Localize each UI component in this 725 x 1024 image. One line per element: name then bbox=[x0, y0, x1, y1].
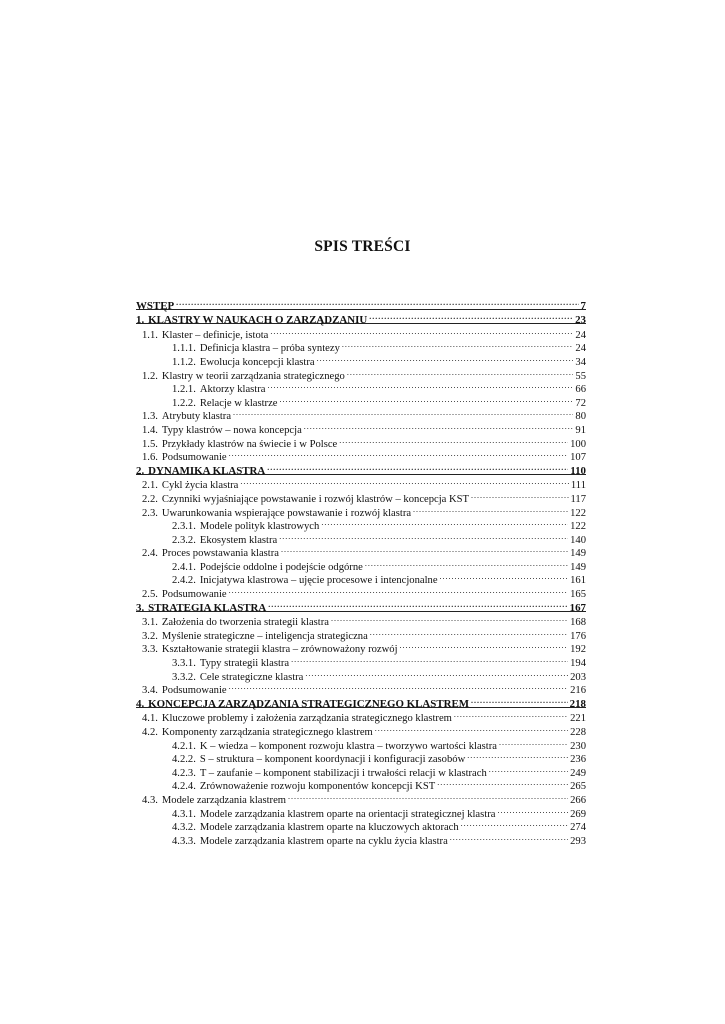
toc-entry-label: Założenia do tworzenia strategii klastra bbox=[161, 617, 329, 629]
dot-leader bbox=[305, 666, 568, 680]
toc-entry-label: Definicja klastra – próba syntezy bbox=[199, 343, 340, 355]
toc-entry-page: 122 bbox=[570, 507, 586, 519]
toc-entry-label: Podsumowanie bbox=[161, 685, 227, 697]
dot-leader bbox=[280, 392, 574, 406]
toc-entry-page: 192 bbox=[570, 644, 586, 656]
toc-entry-label: Inicjatywa klastrowa – ujęcie procesowe i intencjonalne bbox=[199, 575, 438, 587]
toc-entry-page: 107 bbox=[570, 452, 586, 464]
dot-leader bbox=[467, 749, 568, 763]
toc-entry-label: Modele zarządzania klastrem oparte na cyklu życia klastra bbox=[199, 835, 448, 847]
toc-entry-page: 203 bbox=[570, 671, 586, 683]
toc-entry-page: 266 bbox=[570, 794, 586, 806]
toc-entry-page: 274 bbox=[570, 822, 586, 834]
dot-leader bbox=[279, 529, 568, 543]
toc-entry-label: Modele zarządzania klastrem bbox=[161, 794, 287, 806]
toc-entry-number: 2.2. bbox=[142, 493, 158, 505]
toc-entry-label: DYNAMIKA KLASTRA bbox=[148, 464, 266, 477]
toc-entry-label: Podsumowanie bbox=[161, 452, 227, 464]
toc-entry-label: Myślenie strategiczne – inteligencja strategiczna bbox=[161, 630, 368, 642]
toc-entry-page: 265 bbox=[570, 781, 586, 793]
dot-leader bbox=[342, 338, 574, 352]
toc-entry-page: 140 bbox=[570, 534, 586, 546]
toc-entry-page: 167 bbox=[569, 601, 586, 614]
dot-leader bbox=[497, 803, 568, 817]
toc-entry-label: Podsumowanie bbox=[161, 589, 227, 601]
toc-entry-page: 218 bbox=[569, 697, 586, 710]
dot-leader bbox=[471, 488, 568, 502]
toc-entry-page: 7 bbox=[580, 299, 586, 312]
toc-entry-page: 176 bbox=[570, 630, 586, 642]
toc-entry-number: 2.4. bbox=[142, 548, 158, 560]
toc-entry-number: 4.3. bbox=[142, 794, 158, 806]
dot-leader bbox=[437, 776, 568, 790]
toc-entry-page: 111 bbox=[570, 480, 586, 492]
toc-entry-page: 34 bbox=[575, 356, 586, 368]
dot-leader bbox=[240, 475, 569, 489]
dot-leader bbox=[365, 556, 568, 570]
toc-entry-number: 3.1. bbox=[142, 617, 158, 629]
toc-entry-page: 122 bbox=[570, 521, 586, 533]
toc-entry-page: 236 bbox=[570, 754, 586, 766]
toc-entry-page: 230 bbox=[570, 740, 586, 752]
toc-entry-label: Kształtowanie strategii klastra – zrównoważony rozwój bbox=[161, 644, 398, 656]
dot-leader bbox=[369, 310, 573, 324]
dot-leader bbox=[267, 379, 573, 393]
dot-leader bbox=[229, 680, 568, 694]
toc-entry-number: 2.3.2. bbox=[172, 534, 196, 546]
toc-entry-number: 2.1. bbox=[142, 480, 158, 492]
dot-leader bbox=[339, 433, 568, 447]
toc-entry-number: 1. bbox=[136, 314, 145, 327]
toc-entry-page: 55 bbox=[575, 370, 586, 382]
dot-leader bbox=[229, 583, 568, 597]
toc-entry-number: 1.4. bbox=[142, 424, 158, 436]
toc-entry-number: 2. bbox=[136, 464, 145, 477]
dot-leader bbox=[281, 543, 568, 557]
dot-leader bbox=[317, 351, 574, 365]
toc-entry-page: 100 bbox=[570, 438, 586, 450]
dot-leader bbox=[499, 735, 568, 749]
toc-entry-number: 3. bbox=[136, 601, 145, 614]
toc-entry-number: 4.2.1. bbox=[172, 740, 196, 752]
toc-entry-page: 293 bbox=[570, 835, 586, 847]
dot-leader bbox=[450, 830, 568, 844]
toc-entry-number: 2.3.1. bbox=[172, 521, 196, 533]
toc-entry-label: STRATEGIA KLASTRA bbox=[148, 601, 267, 614]
toc-entry-number: 4.2.3. bbox=[172, 767, 196, 779]
dot-leader bbox=[461, 817, 568, 831]
toc-entry-number: 3.2. bbox=[142, 630, 158, 642]
dot-leader bbox=[471, 693, 568, 707]
toc-entry-label: Podejście oddolne i podejście odgórne bbox=[199, 561, 363, 573]
toc-entry-label: Cykl życia klastra bbox=[161, 480, 239, 492]
toc-entry-page: 24 bbox=[575, 329, 586, 341]
toc-entry-page: 149 bbox=[570, 561, 586, 573]
toc-entry-number: 1.1.1. bbox=[172, 343, 196, 355]
toc-entry-number: 4.2.4. bbox=[172, 781, 196, 793]
toc-entry-label: Kluczowe problemy i założenia zarządzania strategicznego klastrem bbox=[161, 713, 452, 725]
toc-entry-page: 165 bbox=[570, 589, 586, 601]
toc-entry-number: 2.5. bbox=[142, 589, 158, 601]
toc-entry-page: 149 bbox=[570, 548, 586, 560]
toc-entry-label: Relacje w klastrze bbox=[199, 397, 278, 409]
toc-entry-number: 4. bbox=[136, 697, 145, 710]
toc-entry-page: 228 bbox=[570, 727, 586, 738]
dot-leader bbox=[375, 721, 568, 735]
toc-entry-number: 2.3. bbox=[142, 507, 158, 519]
toc-entry bbox=[136, 310, 586, 325]
toc-entry-label: Komponenty zarządzania strategicznego klastrem bbox=[161, 727, 373, 738]
toc-entry-number: 1.3. bbox=[142, 411, 158, 423]
dot-leader bbox=[268, 597, 567, 611]
toc-entry-page: 66 bbox=[575, 384, 586, 396]
dot-leader bbox=[304, 419, 574, 433]
toc-entry-number: 3.3.1. bbox=[172, 658, 196, 670]
toc-entry-number: 4.3.2. bbox=[172, 822, 196, 834]
dot-leader bbox=[267, 460, 568, 474]
dot-leader bbox=[347, 365, 574, 379]
toc-entry-page: 23 bbox=[575, 314, 586, 327]
toc-entry-page: 117 bbox=[570, 493, 586, 505]
page-title: SPIS TREŚCI bbox=[314, 238, 411, 255]
toc-entry-number: 4.1. bbox=[142, 713, 158, 725]
toc-entry-label: S – struktura – komponent koordynacji i konfiguracji zasobów bbox=[199, 754, 466, 766]
toc-entry-label: KONCEPCJA ZARZĄDZANIA STRATEGICZNEGO KLASTREM bbox=[148, 697, 469, 710]
dot-leader bbox=[321, 516, 568, 530]
toc-entry-label: Czynniki wyjaśniające powstawanie i rozwój klastrów – koncepcja KST bbox=[161, 493, 470, 505]
dot-leader bbox=[229, 447, 568, 461]
toc-entry-page: 269 bbox=[570, 808, 586, 820]
toc-entry-label: Proces powstawania klastra bbox=[161, 548, 279, 560]
table-of-contents bbox=[136, 295, 586, 847]
toc-entry-page: 72 bbox=[575, 397, 586, 409]
toc-entry-number: 1.5. bbox=[142, 438, 158, 450]
toc-entry-number: 2.4.1. bbox=[172, 561, 196, 573]
toc-entry-label: WSTĘP bbox=[136, 299, 175, 312]
toc-entry-label: KLASTRY W NAUKACH O ZARZĄDZANIU bbox=[148, 314, 368, 327]
toc-entry-number: 3.3. bbox=[142, 644, 158, 656]
toc-entry-page: 216 bbox=[570, 685, 586, 697]
toc-entry-label: Ekosystem klastra bbox=[199, 534, 278, 546]
toc-entry-label: Klastry w teorii zarządzania strategicznego bbox=[161, 370, 345, 382]
toc-entry-label: Modele zarządzania klastrem oparte na kluczowych aktorach bbox=[199, 822, 459, 834]
toc-entry-label: Modele zarządzania klastrem oparte na orientacji strategicznej klastra bbox=[199, 808, 496, 820]
toc-entry-page: 168 bbox=[570, 617, 586, 629]
toc-entry-label: Ewolucja koncepcji klastra bbox=[199, 356, 315, 368]
toc-entry-page: 110 bbox=[570, 464, 586, 477]
toc-entry-number: 3.3.2. bbox=[172, 671, 196, 683]
dot-leader bbox=[291, 652, 568, 666]
dot-leader bbox=[270, 324, 573, 338]
toc-entry-number: 4.3.1. bbox=[172, 808, 196, 820]
dot-leader bbox=[440, 570, 569, 584]
toc-entry-label: Typy klastrów – nowa koncepcja bbox=[161, 424, 302, 436]
toc-entry bbox=[136, 295, 586, 310]
toc-entry-number: 1.2.1. bbox=[172, 384, 196, 396]
toc-entry-number: 1.6. bbox=[142, 452, 158, 464]
toc-entry-page: 80 bbox=[575, 411, 586, 423]
toc-entry-label: Modele polityk klastrowych bbox=[199, 521, 320, 533]
toc-entry-label: Zrównoważenie rozwoju komponentów koncepcji KST bbox=[199, 781, 436, 793]
dot-leader bbox=[454, 708, 568, 722]
toc-entry-number: 1.1. bbox=[142, 329, 158, 341]
toc-entry-label: Cele strategiczne klastra bbox=[199, 671, 304, 683]
dot-leader bbox=[331, 612, 568, 626]
dot-leader bbox=[489, 762, 568, 776]
dot-leader bbox=[370, 625, 568, 639]
toc-entry-number: 2.4.2. bbox=[172, 575, 196, 587]
toc-entry-label: Aktorzy klastra bbox=[199, 384, 266, 396]
toc-entry-label: Przykłady klastrów na świecie i w Polsce bbox=[161, 438, 338, 450]
toc-entry-number: 1.1.2. bbox=[172, 356, 196, 368]
toc-entry-number: 1.2. bbox=[142, 370, 158, 382]
dot-leader bbox=[176, 295, 578, 309]
toc-entry-label: Atrybuty klastra bbox=[161, 411, 232, 423]
toc-entry-number: 4.2.2. bbox=[172, 754, 196, 766]
toc-entry-number: 3.4. bbox=[142, 685, 158, 697]
toc-entry-page: 194 bbox=[570, 658, 586, 670]
toc-entry-label: T – zaufanie – komponent stabilizacji i trwałości relacji w klastrach bbox=[199, 767, 487, 779]
dot-leader bbox=[288, 789, 568, 803]
toc-entry-page: 161 bbox=[570, 575, 586, 587]
toc-entry-page: 249 bbox=[570, 767, 586, 779]
toc-entry-number: 4.3.3. bbox=[172, 835, 196, 847]
dot-leader bbox=[400, 639, 569, 653]
toc-entry-page: 91 bbox=[575, 424, 586, 436]
toc-entry-label: Typy strategii klastra bbox=[199, 658, 290, 670]
toc-entry-page: 24 bbox=[575, 343, 586, 355]
toc-entry-label: K – wiedza – komponent rozwoju klastra – tworzywo wartości klastra bbox=[199, 740, 497, 752]
toc-entry-label: Uwarunkowania wspierające powstawanie i rozwój klastra bbox=[161, 507, 412, 519]
dot-leader bbox=[233, 406, 573, 420]
dot-leader bbox=[413, 502, 568, 516]
toc-entry-page: 221 bbox=[570, 713, 586, 725]
toc-entry-label: Klaster – definicje, istota bbox=[161, 329, 269, 341]
toc-entry-number: 4.2. bbox=[142, 727, 158, 738]
toc-entry-number: 1.2.2. bbox=[172, 397, 196, 409]
